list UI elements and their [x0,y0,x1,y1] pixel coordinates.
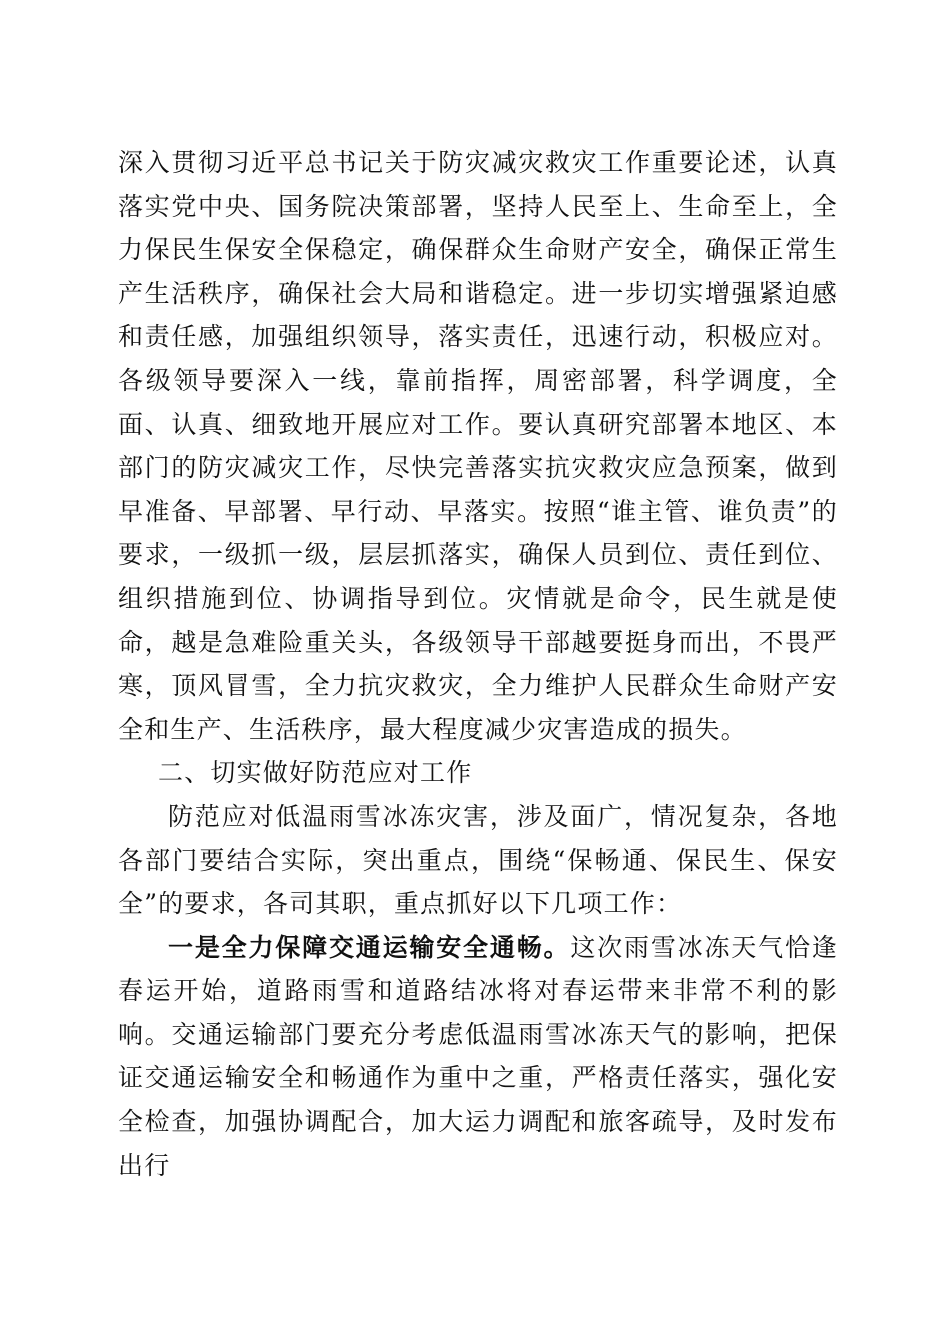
item-one-lead: 一是全力保障交通运输安全通畅。 [168,932,571,962]
body-paragraph: 深入贯彻习近平总书记关于防灾减灾救灾工作重要论述，认真落实党中央、国务院决策部署，坚持人民至上、生命至上，全力保民生保安全保稳定，确保群众生命财产安全，确保正常生产生活秩序，确保社会大局和谐稳定。进一步切实增强紧迫感和责任感，加强组织领导，落实责任，迅速行动，积极应对。各级领导要深入一线，靠前指挥，周密部署，科学调度，全面、认真、细致地开展应对工作。要认真研究部署本地区、本部门的防灾减灾工作，尽快完善落实抗灾救灾应急预案，做到早准备、早部署、早行动、早落实。按照“谁主管、谁负责”的要求，一级抓一级，层层抓落实，确保人员到位、责任到位、组织措施到位、协调指导到位。灾情就是命令，民生就是使命，越是急难险重关头，各级领导干部越要挺身而出，不畏严寒，顶风冒雪，全力抗灾救灾，全力维护人民群众生命财产安全和生产、生活秩序，最大程度减少灾害造成的损失。 [118,148,838,744]
document-body [118,141,838,1187]
item-one-paragraph [118,926,838,1188]
section-heading: 二、切实做好防范应对工作 [158,758,473,788]
item-one-text: 这次雨雪冰冻天气恰逢春运开始，道路雨雪和道路结冰将对春运带来非常不利的影响。交通运输部门要充分考虑低温雨雪冰冻天气的影响，把保证交通运输安全和畅通作为重中之重，严格责任落实，强化安全检查，加强协调配合，加大运力调配和旅客疏导，及时发布出行 [118,932,838,1180]
section-paragraph: 防范应对低温雨雪冰冻灾害，涉及面广，情况复杂，各地各部门要结合实际，突出重点，围绕“保畅通、保民生、保安全”的要求，各司其职，重点抓好以下几项工作： [118,801,838,919]
